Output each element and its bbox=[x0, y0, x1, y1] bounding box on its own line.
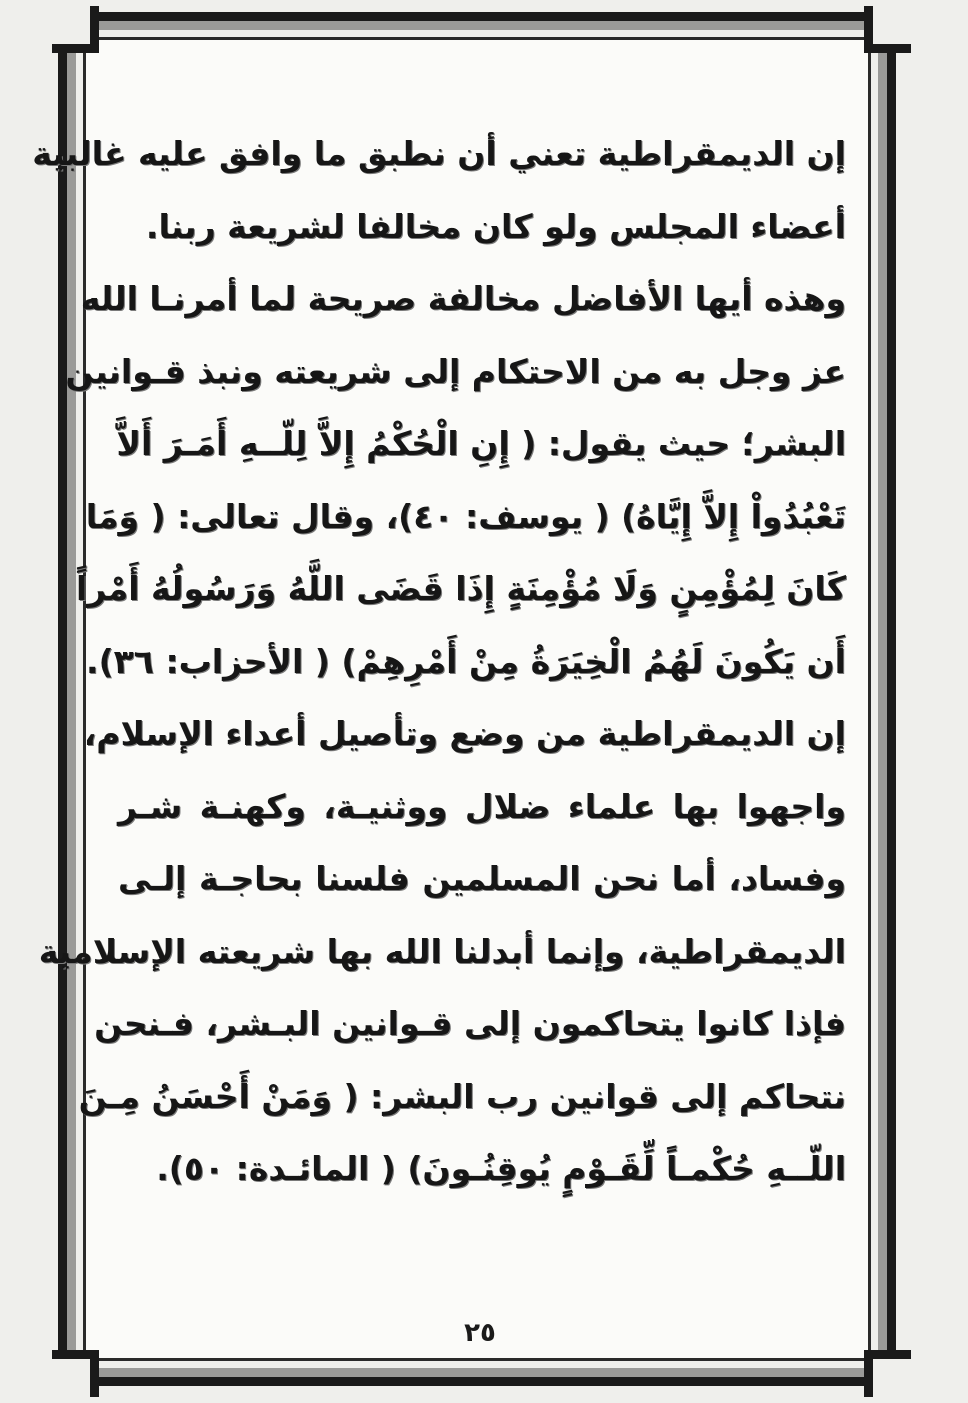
corner-notch-top-left bbox=[52, 6, 99, 53]
text-line: إن الديمقراطية تعني أن نطبق ما وافق عليه غالبية bbox=[32, 134, 846, 173]
page-number: ٢٥ bbox=[464, 1318, 496, 1348]
corner-notch-bottom-right bbox=[864, 1350, 911, 1397]
text-line: كَانَ لِمُؤْمِنٍ وَلَا مُؤْمِنَةٍ إِذَا قَضَى اللَّهُ وَرَسُولُهُ أَمْراً bbox=[75, 569, 846, 608]
text-line: الديمقراطية، وإنما أبدلنا الله بها شريعته الإسلامية bbox=[38, 931, 846, 971]
text-line: وهذه أيها الأفاضل مخالفة صريحة لما أمرنـا الله bbox=[80, 279, 846, 318]
text-line: وفساد، أما نحن المسلمين فلسنا بحاجـة إلـى bbox=[118, 859, 846, 898]
text-line: أَن يَكُونَ لَهُمُ الْخِيَرَةُ مِنْ أَمْرِهِمْ) ( الأحزاب: ٣٦). bbox=[86, 641, 846, 681]
corner-notch-bottom-left bbox=[52, 1350, 99, 1397]
text-line: أعضاء المجلس ولو كان مخالفا لشريعة ربنا. bbox=[145, 206, 846, 246]
text-line: واجهوا بها علماء ضلال ووثنيـة، وكهنـة شـر bbox=[118, 786, 846, 826]
text-line: تَعْبُدُواْ إِلاَّ إِيَّاهُ) ( يوسف: ٤٠)، وقال تعالى: ( وَمَا bbox=[85, 496, 846, 536]
text-line: اللّــهِ حُكْمـاً لِّقَـوْمٍ يُوقِنُـونَ) ( المائـدة: ٥٠). bbox=[156, 1149, 846, 1188]
body-text bbox=[32, 118, 846, 1206]
corner-notch-top-right bbox=[864, 6, 911, 53]
text-line: البشر؛ حيث يقول: ( إِنِ الْحُكْمُ إِلاَّ لِلّــهِ أَمَـرَ أَلاَّ bbox=[116, 424, 846, 463]
text-line: نتحاكم إلى قوانين رب البشر: ( وَمَنْ أَحْسَنُ مِـنَ bbox=[78, 1076, 846, 1116]
text-line: عز وجل به من الاحتكام إلى شريعته ونبذ قـوانين bbox=[65, 351, 846, 391]
text-line: فإذا كانوا يتحاكمون إلى قـوانين البـشر، فـنحن bbox=[94, 1004, 846, 1043]
text-line: إن الديمقراطية من وضع وتأصيل أعداء الإسلام، bbox=[83, 714, 846, 753]
